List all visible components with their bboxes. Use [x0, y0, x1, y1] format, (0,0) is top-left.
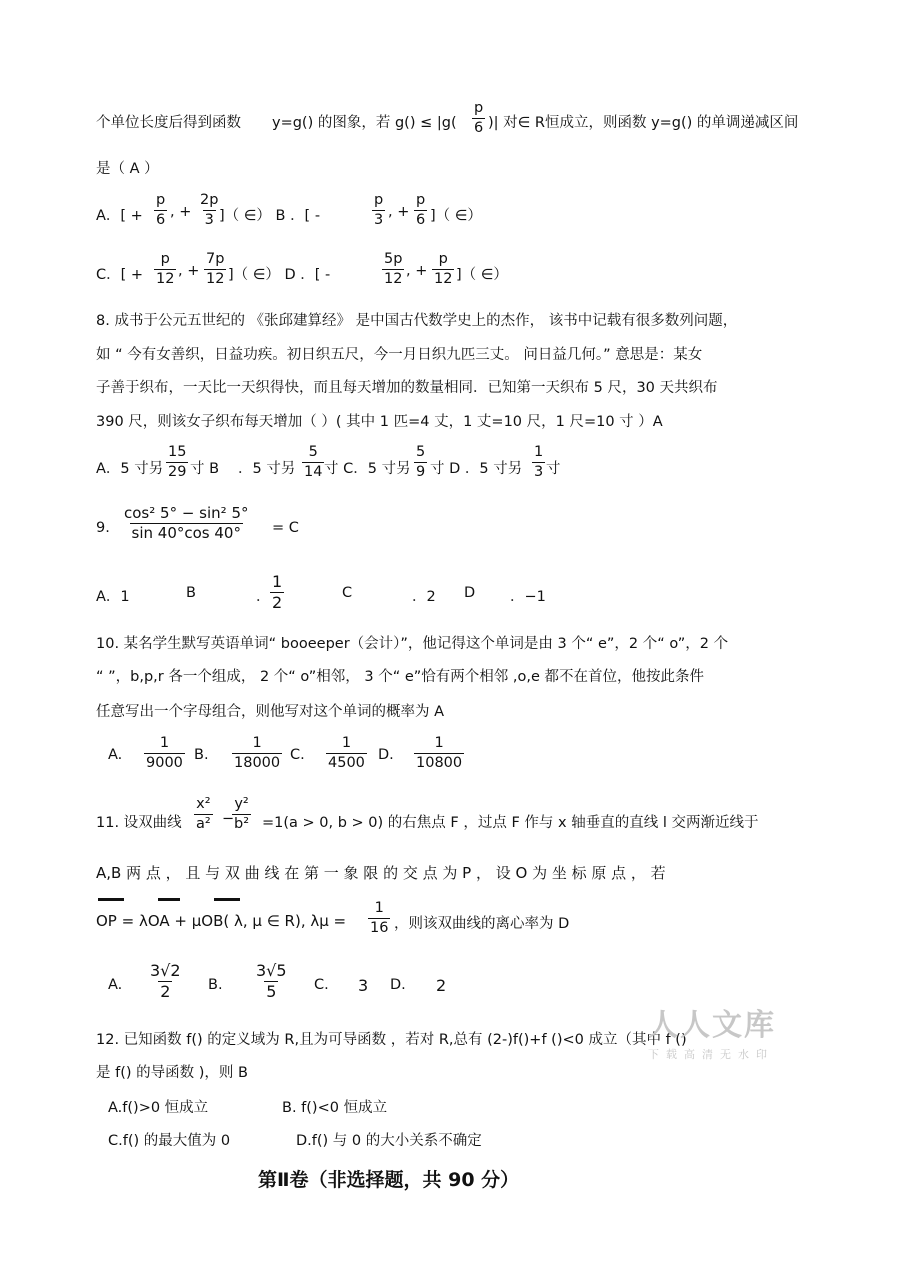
q11-optA: A. — [108, 977, 123, 993]
q10-optB: B. — [194, 747, 209, 763]
q10-optB-frac: $\frac{1}{18000}$ — [234, 735, 281, 771]
q12-optC: C.f() 的最大值为 0 — [108, 1133, 231, 1149]
q7-optB-frac1: $\frac{p}{3}$ — [374, 192, 384, 228]
q8-optD-frac: $\frac{1}{3}$ — [534, 444, 544, 480]
q11-optD-val: 2 — [436, 976, 447, 995]
q10-line2: “ ”，b,p,r 各一个组成， 2 个“ o”相邻， 3 个“ e”恰有两个相邻 ,o,e 都不在首位，他按此条件 — [96, 669, 704, 685]
q7-optC-frac1: $\frac{p}{12}$ — [156, 251, 175, 287]
q8-optB: ．5 寸另 — [238, 461, 296, 477]
q11-optC-val: 3 — [358, 976, 369, 995]
q8-line1: 8. 成书于公元五世纪的 《张邱建算经》 是中国古代数学史上的杰作， 该书中记载有很多数列问题， — [96, 313, 738, 329]
q9-label: 9. — [96, 520, 110, 536]
q7-line1-b: y=g() 的图象，若 g() ≤ |g( — [272, 115, 457, 131]
q11-optB-frac: $\frac{3√5}{5}$ — [256, 961, 287, 1001]
q9-optC: C — [342, 585, 353, 601]
q7-optC-frac2: $\frac{7p}{12}$ — [206, 251, 225, 287]
q10-optA: A. — [108, 747, 123, 763]
section-title: 第Ⅱ卷（非选择题，共 90 分） — [258, 1169, 520, 1191]
q7-optC-1: C．[ + — [96, 267, 144, 283]
q8-optB-frac: $\frac{5}{14}$ — [304, 444, 323, 480]
q10-optD: D. — [378, 747, 394, 763]
q7-optD-3: ]（ ∈） — [456, 267, 508, 283]
q8-line4: 390 尺，则该女子织布每天增加（ ）( 其中 1 匹=4 丈，1 丈=10 尺，1 尺=10 寸 ）A — [96, 414, 663, 430]
q8-optA-unit: 寸 B — [190, 461, 220, 477]
q8-optC-unit: 寸 D ．5 寸另 — [430, 461, 523, 477]
q7-optC-2: , + — [178, 263, 200, 279]
watermark-title: 人人文库 — [648, 1008, 776, 1043]
q9-answer: = C — [272, 520, 299, 536]
watermark-subtitle: 下载高清无水印 — [648, 1048, 774, 1061]
q10-line1: 10. 某名学生默写英语单词“ booeeper（会计）”，他记得这个单词是由 3 个“ e”，2 个“ o”，2 个 — [96, 636, 729, 652]
q7-line1-a: 个单位长度后得到函数 — [96, 115, 241, 131]
q8-optC-frac: $\frac{5}{9}$ — [416, 444, 426, 480]
q9-optB-frac: $\frac{1}{2}$ — [272, 572, 283, 612]
q11-label: 11. 设双曲线 — [96, 815, 182, 831]
q7-optA-frac1: $\frac{p}{6}$ — [156, 192, 166, 228]
q9-fraction: $\frac{\text{cos² 5° − sin² 5°}}{\sin 40^\circ\cos 40^\circ}$ — [124, 504, 249, 542]
q11-optA-frac: $\frac{3√2}{2}$ — [150, 961, 181, 1001]
q11-optB: B. — [208, 977, 223, 993]
q7-optA-frac2: $\frac{2p}{3}$ — [200, 192, 219, 228]
q10-line3: 任意写出一个字母组合，则他写对这个单词的概率为 A — [96, 704, 445, 720]
q10-optC: C. — [290, 747, 305, 763]
q11-vector-ob — [214, 898, 240, 901]
q10-optD-frac: $\frac{1}{10800}$ — [416, 735, 463, 771]
q7-optD-2: , + — [406, 263, 428, 279]
q8-line2: 如 “ 今有女善织，日益功疾。初日织五尺，今一月日织九匹三丈。 问日益几何。” 意思是：某女 — [96, 347, 703, 363]
q9-optA: A．1 — [96, 589, 130, 605]
q7-optB-3: ]（ ∈） — [430, 208, 482, 224]
q7-line2: 是（ A ） — [96, 161, 159, 177]
q11-line2: A,B 两 点 ， 且 与 双 曲 线 在 第 一 象 限 的 交 点 为 P ， 设 O 为 坐 标 原 点 ， 若 — [96, 864, 666, 882]
q8-optD-unit: 寸 — [546, 461, 561, 477]
q12-optA: A.f()>0 恒成立 — [108, 1100, 209, 1116]
q11-vector-op — [98, 898, 124, 901]
q7-optD-frac1: $\frac{5p}{12}$ — [384, 251, 403, 287]
q10-optA-frac: $\frac{1}{9000}$ — [146, 735, 183, 771]
q10-optC-frac: $\frac{1}{4500}$ — [328, 735, 365, 771]
q7-optB-frac2: $\frac{p}{6}$ — [416, 192, 426, 228]
q7-line1-frac: $\frac{p}{6}$ — [474, 100, 484, 136]
q11-frac-y: $\frac{\text{y²}}{\text{b²}}$ — [234, 796, 250, 832]
q11-optD: D. — [390, 977, 406, 993]
q9-optC-val: ．2 — [412, 589, 436, 605]
q11-minus: − — [222, 811, 235, 827]
watermark — [648, 1000, 776, 1062]
q7-line1-c: )| 对∈ R恒成立，则函数 y=g() 的单调递减区间 — [488, 115, 799, 131]
q9-optB: B — [186, 585, 196, 601]
q12-line2: 是 f() 的导函数 )，则 B — [96, 1065, 248, 1081]
q7-optA-1: A．[ + — [96, 208, 143, 224]
q7-optC-3: ]（ ∈） D ．[ - — [228, 267, 331, 283]
q11-frac-x: $\frac{\text{x²}}{\text{a²}}$ — [196, 796, 211, 832]
q11-line3a: OP = λOA + μOB( λ, μ ∈ R), λμ = — [96, 912, 347, 930]
q12-line1: 12. 已知函数 f() 的定义域为 R,且为可导函数 ，若对 R,总有 (2-)f()+f ()<0 成立（其中 f () — [96, 1032, 687, 1048]
q8-line3: 子善于织布，一天比一天织得快，而且每天增加的数量相同．已知第一天织布 5 尺，30 天共织布 — [96, 380, 718, 396]
q9-optD: D — [464, 585, 476, 601]
q7-optA-2: , + — [170, 204, 192, 220]
q11-line3b: ，则该双曲线的离心率为 D — [394, 916, 570, 932]
q12-optB: B. f()<0 恒成立 — [282, 1100, 388, 1116]
q11-optC: C. — [314, 977, 329, 993]
q8-optA-frac: $\frac{15}{29}$ — [168, 444, 187, 480]
q9-optD-val: ．−1 — [510, 589, 546, 605]
q11-line3-frac: $\frac{1}{16}$ — [370, 900, 389, 936]
q11-eq: =1(a > 0, b > 0) 的右焦点 F ，过点 F 作与 x 轴垂直的直线 l 交两渐近线于 — [262, 815, 759, 831]
q11-vector-oa — [158, 898, 180, 901]
q8-optB-unit: 寸 C．5 寸另 — [324, 461, 411, 477]
q12-optD: D.f() 与 0 的大小关系不确定 — [296, 1133, 482, 1149]
q8-optA: A．5 寸另 — [96, 461, 164, 477]
q7-optD-frac2: $\frac{p}{12}$ — [434, 251, 453, 287]
q7-optA-3: ]（ ∈） B ．[ - — [219, 208, 321, 224]
q7-optB-2: , + — [388, 204, 410, 220]
q9-optB-dot: ． — [256, 589, 271, 605]
